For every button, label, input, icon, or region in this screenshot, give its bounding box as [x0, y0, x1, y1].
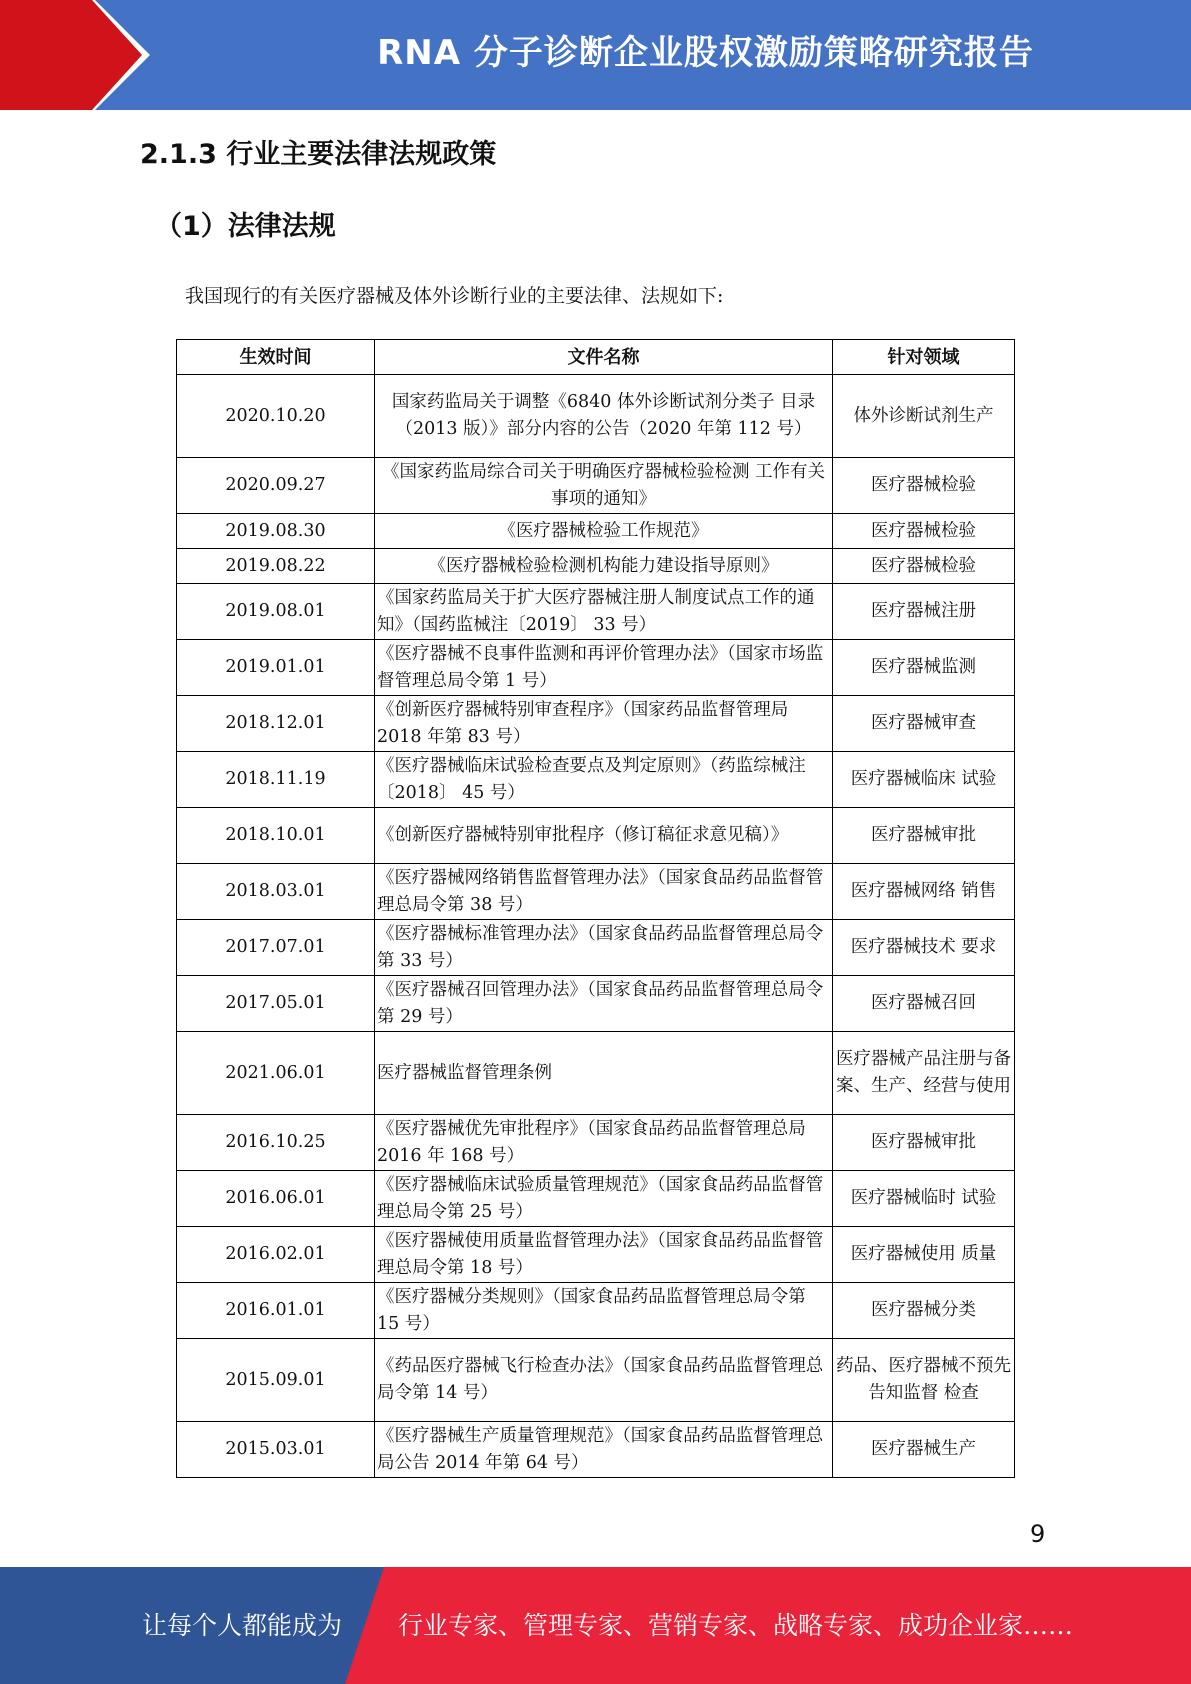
document-name: 《医疗器械检验工作规范》: [375, 514, 833, 549]
document-name: 《医疗器械使用质量监督管理办法》（国家食品药品监督管理总局令第 18 号）: [375, 1227, 833, 1283]
target-area: 医疗器械注册: [833, 584, 1015, 640]
table-row: [177, 1283, 1015, 1339]
column-header-area: 针对领域: [833, 340, 1015, 375]
effective-date: 2015.09.01: [177, 1339, 375, 1422]
effective-date: 2019.08.01: [177, 584, 375, 640]
table-row: [177, 1115, 1015, 1171]
intro-paragraph: 我国现行的有关医疗器械及体外诊断行业的主要法律、法规如下:: [185, 285, 724, 307]
target-area: 医疗器械临床 试验: [833, 752, 1015, 808]
target-area: 医疗器械检验: [833, 458, 1015, 514]
effective-date: 2019.08.22: [177, 549, 375, 584]
document-name: 《创新医疗器械特别审批程序（修订稿征求意见稿）》: [375, 808, 833, 864]
table-row: [177, 640, 1015, 696]
table-row: [177, 584, 1015, 640]
effective-date: 2017.07.01: [177, 920, 375, 976]
document-name: 《医疗器械检验检测机构能力建设指导原则》: [375, 549, 833, 584]
target-area: 医疗器械审查: [833, 696, 1015, 752]
target-area: 医疗器械临时 试验: [833, 1171, 1015, 1227]
table-row: [177, 375, 1015, 458]
effective-date: 2020.09.27: [177, 458, 375, 514]
target-area: 医疗器械生产: [833, 1422, 1015, 1478]
effective-date: 2016.01.01: [177, 1283, 375, 1339]
table-row: [177, 696, 1015, 752]
laws-table: [176, 339, 1015, 1478]
document-name: 《医疗器械不良事件监测和再评价管理办法》（国家市场监督管理总局令第 1 号）: [375, 640, 833, 696]
table-header-row: [177, 340, 1015, 375]
document-name: 《医疗器械临床试验质量管理规范》（国家食品药品监督管理总局令第 25 号）: [375, 1171, 833, 1227]
table-row: [177, 1032, 1015, 1115]
document-name: 《药品医疗器械飞行检查办法》（国家食品药品监督管理总局令第 14 号）: [375, 1339, 833, 1422]
footer-slogan-left: 让每个人都能成为: [142, 1611, 343, 1640]
report-footer: [0, 1567, 1191, 1684]
table-row: [177, 920, 1015, 976]
effective-date: 2021.06.01: [177, 1032, 375, 1115]
section-heading: 2.1.3 行业主要法律法规政策: [140, 139, 497, 170]
target-area: 医疗器械召回: [833, 976, 1015, 1032]
target-area: 医疗器械网络 销售: [833, 864, 1015, 920]
table-row: [177, 1339, 1015, 1422]
document-name: 《创新医疗器械特别审查程序》（国家药品监督管理局 2018 年第 83 号）: [375, 696, 833, 752]
table-row: [177, 808, 1015, 864]
effective-date: 2016.06.01: [177, 1171, 375, 1227]
report-header: [0, 0, 1191, 110]
table-row: [177, 1171, 1015, 1227]
table-row: [177, 864, 1015, 920]
target-area: 医疗器械技术 要求: [833, 920, 1015, 976]
effective-date: 2018.10.01: [177, 808, 375, 864]
effective-date: 2015.03.01: [177, 1422, 375, 1478]
column-header-date: 生效时间: [177, 340, 375, 375]
target-area: 医疗器械分类: [833, 1283, 1015, 1339]
table-row: [177, 976, 1015, 1032]
document-name: 国家药监局关于调整《6840 体外诊断试剂分类子 目录（2013 版）》部分内容的公告（2020 年第 112 号）: [375, 375, 833, 458]
table-row: [177, 1422, 1015, 1478]
target-area: 医疗器械审批: [833, 1115, 1015, 1171]
document-name: 《医疗器械优先审批程序》（国家食品药品监督管理总局 2016 年 168 号）: [375, 1115, 833, 1171]
target-area: 医疗器械产品注册与备案、生产、经营与使用: [833, 1032, 1015, 1115]
target-area: 药品、医疗器械不预先告知监督 检查: [833, 1339, 1015, 1422]
effective-date: 2016.10.25: [177, 1115, 375, 1171]
target-area: 医疗器械检验: [833, 514, 1015, 549]
table-row: [177, 458, 1015, 514]
document-name: 《医疗器械网络销售监督管理办法》（国家食品药品监督管理总局令第 38 号）: [375, 864, 833, 920]
target-area: 医疗器械审批: [833, 808, 1015, 864]
effective-date: 2019.08.30: [177, 514, 375, 549]
subsection-heading: （1）法律法规: [155, 211, 336, 242]
footer-slogan-right: 行业专家、管理专家、营销专家、战略专家、成功企业家……: [398, 1611, 1074, 1640]
document-name: 《医疗器械生产质量管理规范》（国家食品药品监督管理总局公告 2014 年第 64 号）: [375, 1422, 833, 1478]
document-name: 《医疗器械临床试验检查要点及判定原则》（药监综械注〔2018〕 45 号）: [375, 752, 833, 808]
report-title: RNA 分子诊断企业股权激励策略研究报告: [377, 33, 1034, 73]
table-row: [177, 752, 1015, 808]
document-name: 《医疗器械标准管理办法》（国家食品药品监督管理总局令第 33 号）: [375, 920, 833, 976]
table-row: [177, 514, 1015, 549]
table-row: [177, 1227, 1015, 1283]
effective-date: 2017.05.01: [177, 976, 375, 1032]
column-header-document: 文件名称: [375, 340, 833, 375]
document-name: 《国家药监局综合司关于明确医疗器械检验检测 工作有关事项的通知》: [375, 458, 833, 514]
target-area: 医疗器械使用 质量: [833, 1227, 1015, 1283]
document-name: 《医疗器械召回管理办法》（国家食品药品监督管理总局令第 29 号）: [375, 976, 833, 1032]
effective-date: 2019.01.01: [177, 640, 375, 696]
document-name: 《国家药监局关于扩大医疗器械注册人制度试点工作的通知》（国药监械注〔2019〕 33 号）: [375, 584, 833, 640]
effective-date: 2018.12.01: [177, 696, 375, 752]
effective-date: 2020.10.20: [177, 375, 375, 458]
document-name: 医疗器械监督管理条例: [375, 1032, 833, 1115]
effective-date: 2018.03.01: [177, 864, 375, 920]
table-row: [177, 549, 1015, 584]
page-number: 9: [1030, 1520, 1046, 1548]
target-area: 医疗器械监测: [833, 640, 1015, 696]
effective-date: 2018.11.19: [177, 752, 375, 808]
target-area: 体外诊断试剂生产: [833, 375, 1015, 458]
effective-date: 2016.02.01: [177, 1227, 375, 1283]
document-name: 《医疗器械分类规则》（国家食品药品监督管理总局令第 15 号）: [375, 1283, 833, 1339]
target-area: 医疗器械检验: [833, 549, 1015, 584]
